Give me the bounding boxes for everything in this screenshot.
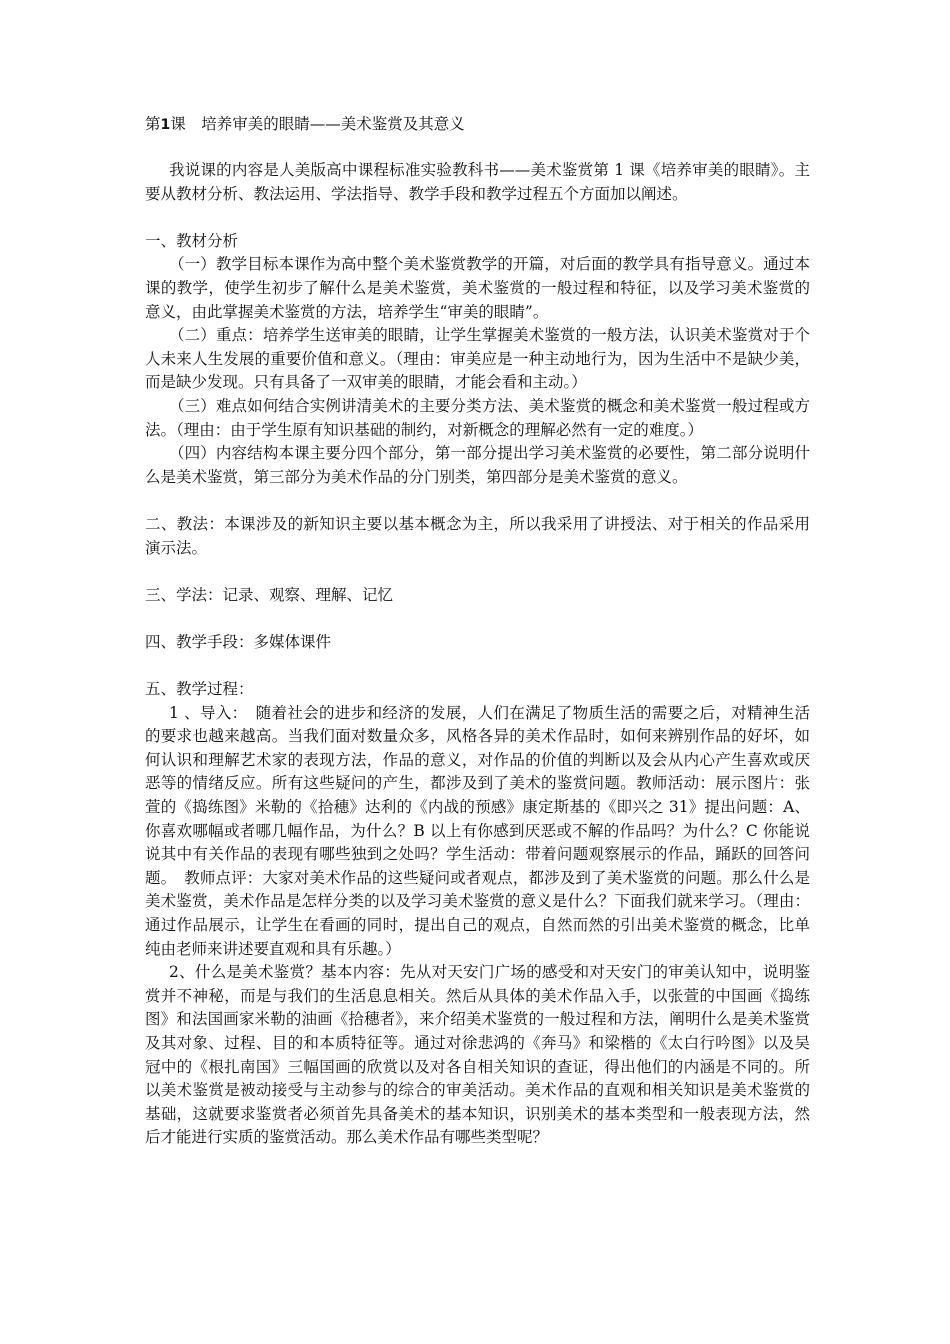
title-prefix: 第 xyxy=(145,115,161,133)
document-page xyxy=(145,112,810,1150)
spacer xyxy=(145,607,810,631)
paragraph-introduction-step: 1 、导入： 随着社会的进步和经济的发展，人们在满足了物质生活的需要之后，对精神生活的要求也越来越高。当我们面对数量众多，风格各异的美术作品时，如何来辨别作品的好坏，如何认识和理解艺术家的表现方法，作品的意义，对作品的价值的判断以及会从内心产生喜欢或厌恶等的情绪反应。所有这些疑问的产生，都涉及到了美术的鉴赏问题。教师活动：展示图片：张萱的《捣练图》米勒的《拾穗》达利的《内战的预感》康定斯基的《即兴之 31》提出问题：A、你喜欢哪幅或者哪几幅作品，为什么？B 以上有你感到厌恶或不解的作品吗？为什么？C 你能说说其中有关作品的表现有哪些独到之处吗？学生活动：带着问题观察展示的作品，踊跃的回答问题。 教师点评：大家对美术作品的这些疑问或者观点，都涉及到了美术鉴赏的问题。那么什么是美术鉴赏，美术作品是怎样分类的以及学习美术鉴赏的意义是什么？下面我们就来学习。（理由：通过作品展示，让学生在看画的同时，提出自己的观点，自然而然的引出美术鉴赏的概念，比单纯由老师来讲述要直观和具有乐趣。） xyxy=(145,703,810,958)
paragraph-what-is-appreciation: 2、什么是美术鉴赏？基本内容：先从对天安门广场的感受和对天安门的审美认知中，说明鉴赏并不神秘，而是与我们的生活息息相关。然后从具体的美术作品入手，以张萱的中国画《捣练图》和法国画家米勒的油画《拾穗者》，来介绍美术鉴赏的一般过程和方法，阐明什么是美术鉴赏及其对象、过程、目的和本质特征等。通过对徐悲鸿的《奔马》和梁楷的《太白行吟图》以及吴冠中的《根扎南国》三幅国画的欣赏以及对各自相关知识的查证，得出他们的内涵是不同的。所以美术鉴赏是被动接受与主动参与的综合的审美活动。美术作品的直观和相关知识是美术鉴赏的基础，这就要求鉴赏者必须首先具备美术的基本知识，识别美术的基本类型和一般表现方法，然后才能进行实质的鉴赏活动。那么美术作品有哪些类型呢？ xyxy=(145,963,810,1147)
spacer xyxy=(145,206,810,230)
section-teaching-tools: 四、教学手段：多媒体课件 xyxy=(145,632,332,651)
section-learning-method: 三、学法：记录、观察、理解、记忆 xyxy=(145,585,394,604)
page-title xyxy=(145,112,810,137)
section-heading-materials: 一、教材分析 xyxy=(145,231,239,250)
intro-paragraph: 我说课的内容是人美版高中课程标准实验教科书——美术鉴赏第 1 课《培养审美的眼睛》。主要从教材分析、教法运用、学法指导、教学手段和教学过程五个方面加以阐述。 xyxy=(145,161,810,203)
spacer xyxy=(145,654,810,678)
paragraph-key-points: （二）重点：培养学生送审美的眼睛，让学生掌握美术鉴赏的一般方法，认识美术鉴赏对于个人未来人生发展的重要价值和意义。（理由：审美应是一种主动地行为，因为生活中不是缺少美，而是缺少发现。只有具备了一双审美的眼睛，才能会看和主动。） xyxy=(145,326,810,392)
paragraph-goals: （一）教学目标本课作为高中整个美术鉴赏教学的开篇，对后面的教学具有指导意义。通过本课的教学，使学生初步了解什么是美术鉴赏，美术鉴赏的一般过程和特征，以及学习美术鉴赏的意义，由此掌握美术鉴赏的方法，培养学生“审美的眼睛”。 xyxy=(145,255,810,321)
spacer xyxy=(145,489,810,513)
spacer xyxy=(145,560,810,584)
lesson-number: 1 xyxy=(160,117,171,133)
section-teaching-method: 二、教法：本课涉及的新知识主要以基本概念为主，所以我采用了讲授法、对于相关的作品采用演示法。 xyxy=(145,514,810,557)
paragraph-difficulties: （三）难点如何结合实例讲清美术的主要分类方法、美术鉴赏的概念和美术鉴赏一般过程或方法。（理由：由于学生原有知识基础的制约，对新概念的理解必然有一定的难度。） xyxy=(145,396,810,439)
paragraph-structure: （四）内容结构本课主要分四个部分，第一部分提出学习美术鉴赏的必要性，第二部分说明什么是美术鉴赏，第三部分为美术作品的分门别类，第四部分是美术鉴赏的意义。 xyxy=(145,444,810,486)
section-heading-process: 五、教学过程： xyxy=(145,680,254,699)
spacer xyxy=(145,137,810,159)
title-text: 课 培养审美的眼睛——美术鉴赏及其意义 xyxy=(170,115,465,133)
